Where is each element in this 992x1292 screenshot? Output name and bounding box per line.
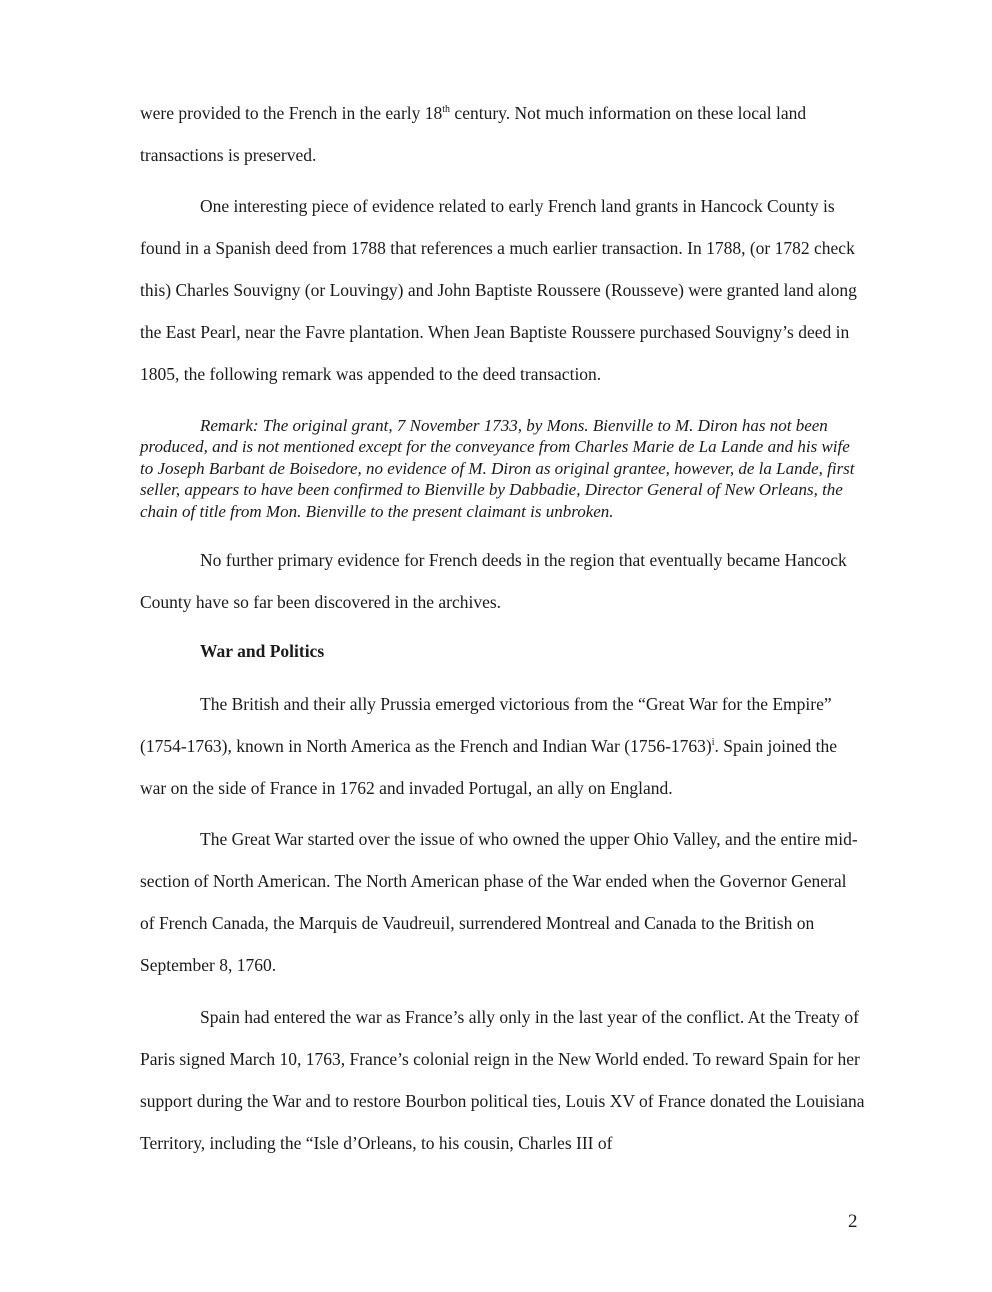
footnote-marker: i bbox=[711, 737, 715, 749]
paragraph-1 bbox=[140, 92, 865, 176]
paragraph-6: Spain had entered the war as France’s ally only in the last year of the conflict. At the Treaty of Paris signed March 10, 1763, France’s colonial reign in the New World ended. To reward Spain for her support during the War and to restore Bourbon political ties, Louis XV of France donated the Louisiana Territory, including the “Isle d’Orleans, to his cousin, Charles III of bbox=[140, 1007, 865, 1153]
paragraph-1-text-b: century. Not much information on these local land transactions is preserved. bbox=[140, 103, 807, 165]
remark-block: Remark: The original grant, 7 November 1733, by Mons. Bienville to M. Diron has not been produced, and is not mentioned except for the conveyance from Charles Marie de La Lande and his wife to Joseph Barbant de Boisedore, no evidence of M. Diron as original grantee, however, de la Lande, first seller, appears to have been confirmed to Bienville by Dabbadie, Director General of New Orleans, the chain of title from Mon. Bienville to the present claimant is unbroken. bbox=[140, 416, 855, 521]
paragraph-1-text-a: were provided to the French in the early 18 bbox=[140, 103, 443, 123]
paragraph-3: No further primary evidence for French deeds in the region that eventually became Hancock County have so far been discovered in the archives. bbox=[140, 550, 847, 612]
paragraph-4-text-a: The British and their ally Prussia emerged victorious from the “Great War for the Empire” (1754-1763), known in North America as the French and Indian War (1756-1763) bbox=[140, 694, 832, 756]
paragraph-4 bbox=[140, 683, 865, 809]
paragraph-1-superscript: th bbox=[442, 104, 451, 116]
paragraph-2: One interesting piece of evidence related to early French land grants in Hancock County is found in a Spanish deed from 1788 that references a much earlier transaction. In 1788, (or 1782 check this) Charles Souvigny (or Louvingy) and John Baptiste Roussere (Rousseve) were granted land along the East Pearl, near the Favre plantation. When Jean Baptiste Roussere purchased Souvigny’s deed in 1805, the following remark was appended to the deed transaction. bbox=[140, 196, 857, 384]
paragraph-4-text-b: . Spain joined the war on the side of France in 1762 and invaded Portugal, an ally on England. bbox=[140, 736, 838, 798]
page-number: 2 bbox=[848, 1211, 858, 1232]
section-heading: War and Politics bbox=[200, 641, 325, 661]
paragraph-5: The Great War started over the issue of who owned the upper Ohio Valley, and the entire mid-section of North American. The North American phase of the War ended when the Governor General of French Canada, the Marquis de Vaudreuil, surrendered Montreal and Canada to the British on September 8, 1760. bbox=[140, 829, 858, 975]
